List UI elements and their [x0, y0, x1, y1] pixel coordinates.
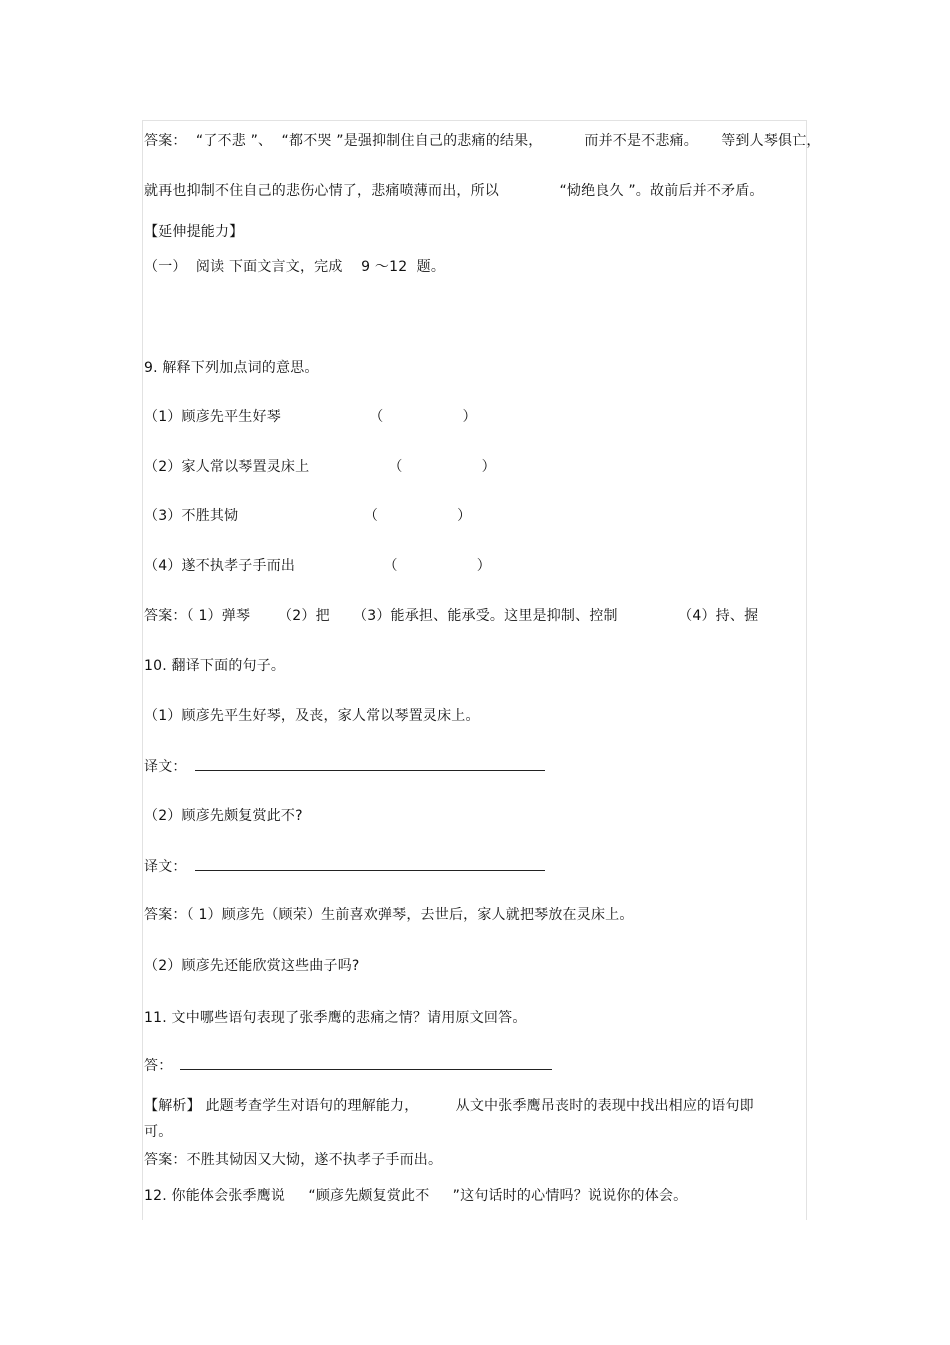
question-10-answer-2: （2）顾彦先还能欣赏这些曲子吗?: [144, 958, 360, 974]
translation-blank[interactable]: [195, 756, 545, 771]
answer-text-line-2: 就再也抑制不住自己的悲伤心情了，悲痛喷薄而出，所以 “恸绝良久 ”。故前后并不矛盾。: [144, 183, 764, 199]
section-heading: 【延伸提能力】: [144, 224, 244, 240]
question-10-answer-1: 答案：（ 1）顾彦先（顾荣）生前喜欢弹琴，去世后，家人就把琴放在灵床上。: [144, 907, 634, 923]
question-10-item-2: （2）顾彦先颇复赏此不?: [144, 808, 303, 824]
reading-instruction: （一） 阅读 下面文言文，完成 9 ～12 题。: [144, 259, 446, 275]
question-9-item-2: （2）家人常以琴置灵床上 （ ）: [144, 459, 496, 475]
translation-line-1: [144, 756, 545, 777]
answer-line: [144, 1055, 552, 1076]
translation-label: 译文：: [144, 859, 187, 875]
question-11-answer: 答案：不胜其恸因又大恸，遂不执孝子手而出。: [144, 1152, 443, 1168]
translation-blank[interactable]: [195, 856, 545, 871]
question-9-item-4: （4）遂不执孝子手而出 （ ）: [144, 558, 491, 574]
analysis-line-2: 可。: [144, 1124, 173, 1140]
analysis-line-1: 【解析】 此题考查学生对语句的理解能力， 从文中张季鹰吊丧时的表现中找出相应的语句即: [144, 1098, 754, 1114]
question-10-item-1: （1）顾彦先平生好琴，及丧，家人常以琴置灵床上。: [144, 708, 480, 724]
translation-label: 译文：: [144, 759, 187, 775]
question-10: 10. 翻译下面的句子。: [144, 658, 286, 674]
question-12: 12. 你能体会张季鹰说 “顾彦先颇复赏此不 ”这句话时的心情吗？说说你的体会。: [144, 1188, 688, 1204]
question-11: 11. 文中哪些语句表现了张季鹰的悲痛之情？请用原文回答。: [144, 1010, 527, 1026]
question-9-answer: 答案：（ 1）弹琴 （2）把 （3）能承担、能承受。这里是抑制、控制 （4）持、握: [144, 608, 759, 624]
question-9-item-3: （3）不胜其恸 （ ）: [144, 508, 472, 524]
answer-blank[interactable]: [180, 1055, 552, 1070]
question-9-item-1: （1）顾彦先平生好琴 （ ）: [144, 409, 477, 425]
question-9: 9. 解释下列加点词的意思。: [144, 360, 319, 376]
answer-label: 答：: [144, 1058, 173, 1074]
answer-text-line-1: 答案： “了不悲 ”、 “都不哭 ”是强抑制住自己的悲痛的结果， 而并不是不悲痛。 等到人琴俱亡，: [144, 133, 821, 149]
translation-line-2: [144, 856, 545, 877]
